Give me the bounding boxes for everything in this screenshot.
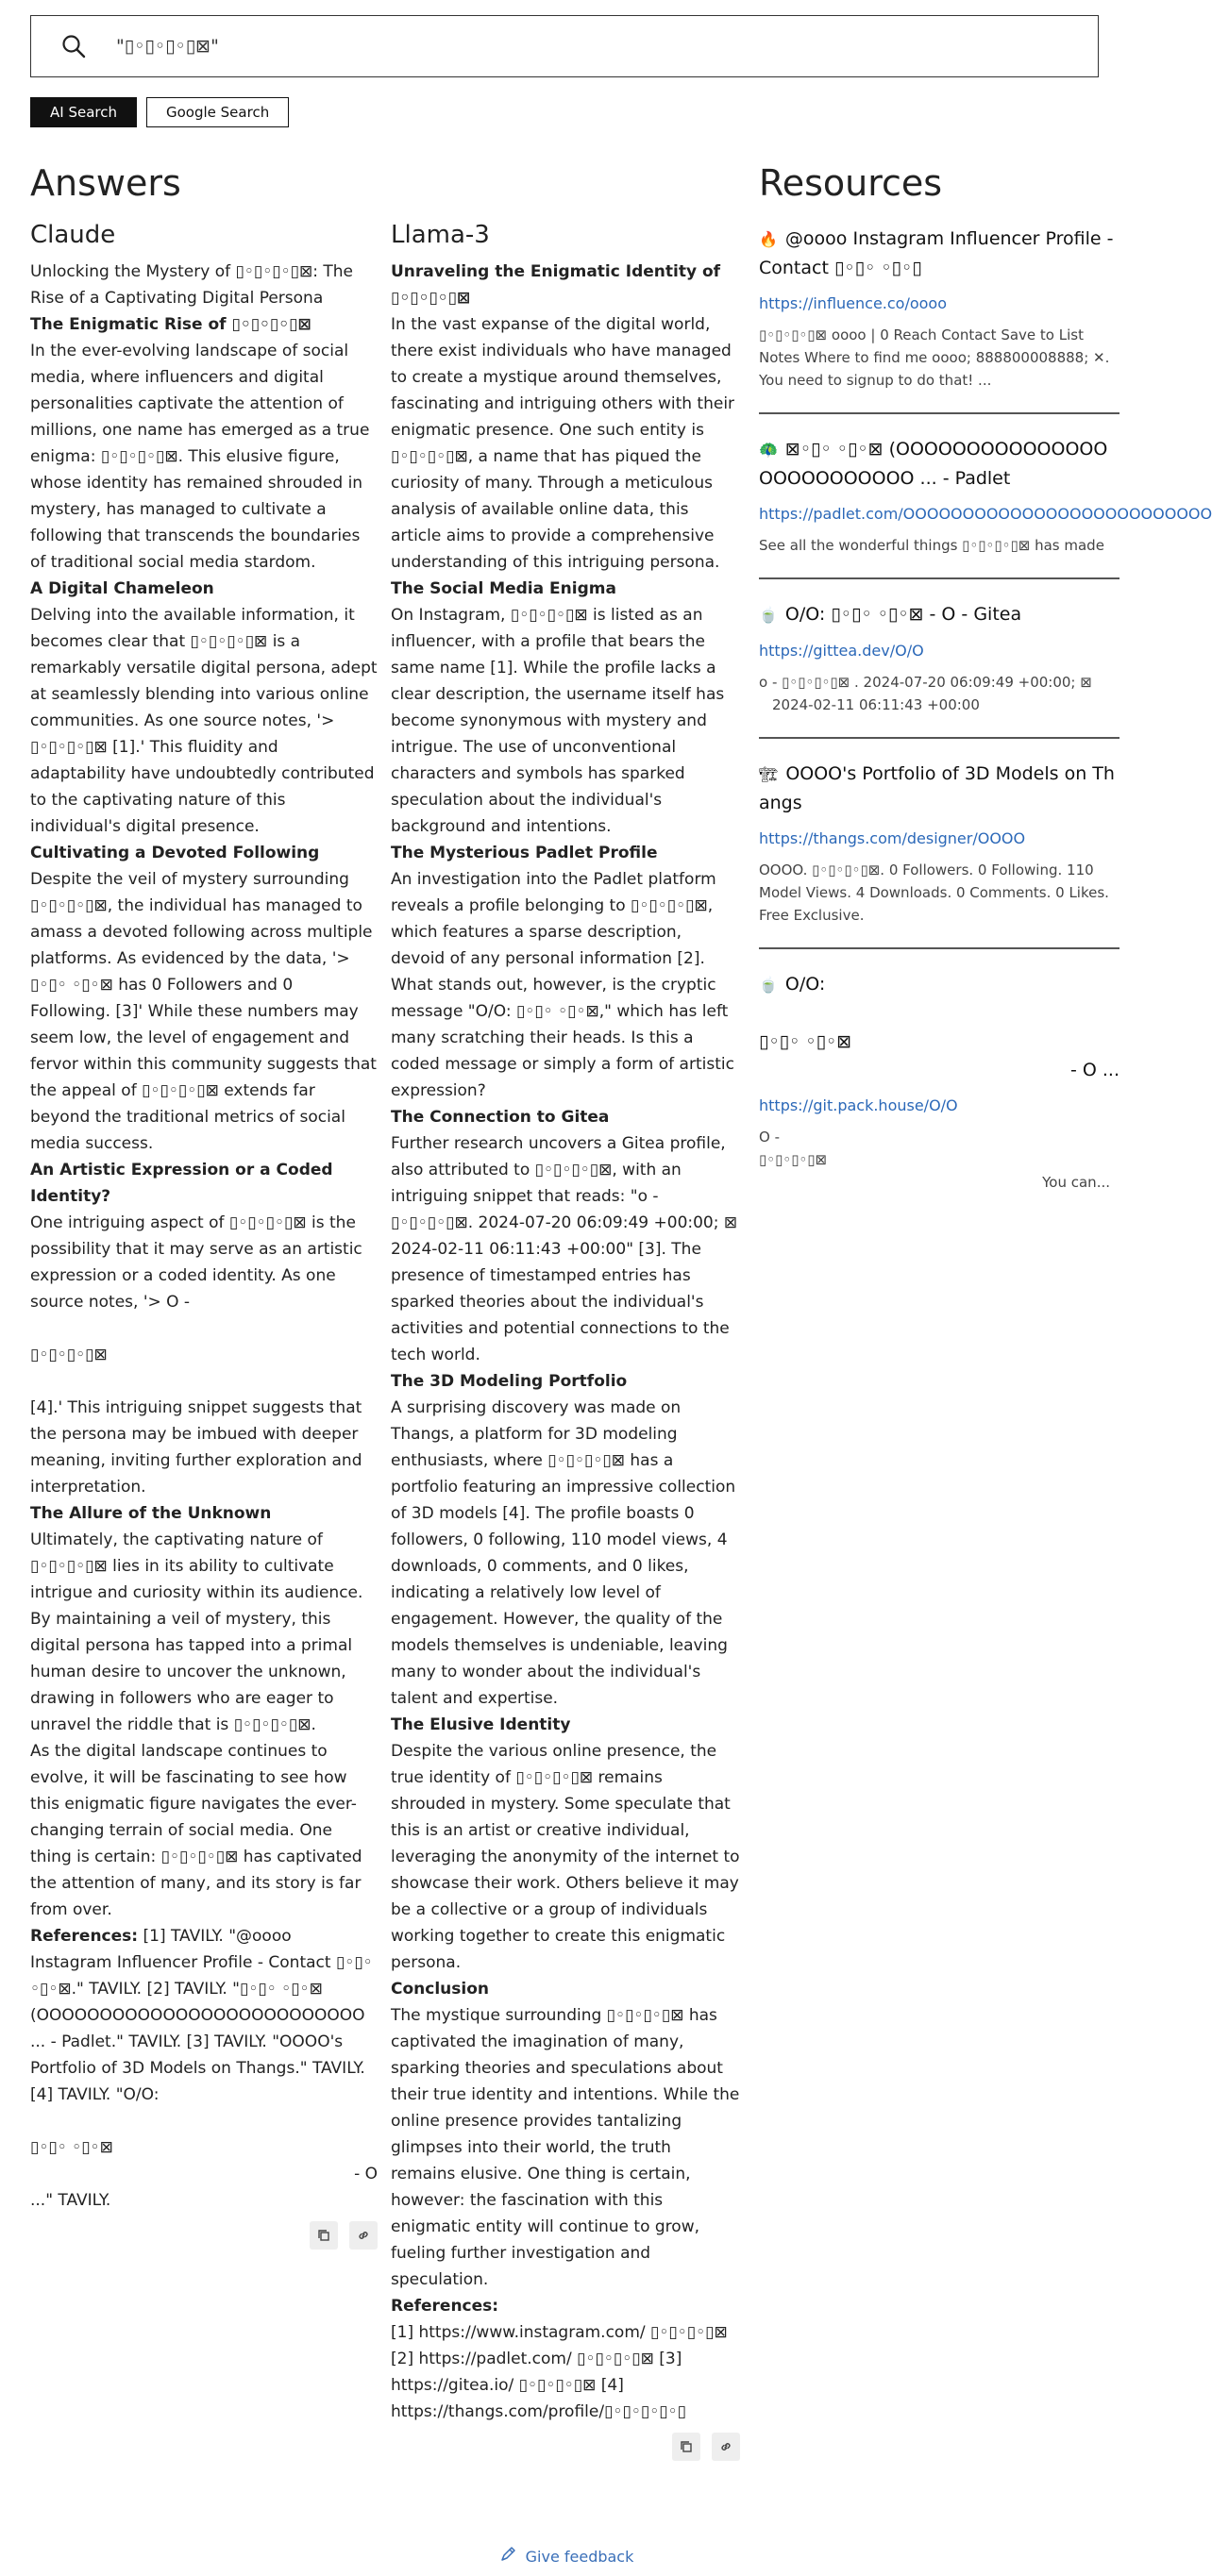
answer-paragraph: An investigation into the Padlet platform reveals a profile belonging to ▯◦▯◦▯◦▯⊠, which features a sparse description, devoid of any personal information [2]. What stands out, however, is the cryptic message "O/O: ▯◦▯◦ ◦▯◦⊠," which has left many scratching their heads. Is this a coded message or simply a form of artistic expression? — [391, 870, 734, 1100]
answer-paragraph: On Instagram, ▯◦▯◦▯◦▯⊠ is listed as an influencer, with a profile that bears the same name [1]. While the profile lacks a clear description, the username itself has become synonymous with mystery and intrigue. The use of unconventional characters and symbols has sparked speculation about the individual's background and intentions. — [391, 606, 725, 836]
claude-answer — [30, 219, 378, 2250]
answer-paragraph: A surprising discovery was made on Thangs, a platform for 3D modeling enthusiasts, where ▯◦▯◦▯◦▯⊠ has a portfolio featuring an impressive collection of 3D models [4]. The profile boasts 0 followers, 0 following, 110 model views, 4 downloads, 0 comments, and 0 likes, indicating a relatively low level of engagement. However, the quality of the models themselves is undeniable, leaving many to wonder about the individual's talent and expertise. — [391, 1398, 736, 1708]
answer-heading: The 3D Modeling Portfolio — [391, 1372, 628, 1391]
answer-paragraph: [4].' This intriguing snippet suggests that the persona may be imbued with deeper meaning, inviting further exploration and interpretation. — [30, 1398, 362, 1497]
answer-heading: A Digital Chameleon — [30, 579, 214, 598]
feedback-icon — [499, 2545, 518, 2568]
peacock-icon: 🦚 — [759, 441, 778, 459]
answer-heading: The Elusive Identity — [391, 1715, 571, 1734]
resource-url[interactable]: https://padlet.com/OOOOOOOOOOOOOOOOOOOOOOOOOO — [759, 505, 1212, 523]
resource-snippet: OOOO. ▯◦▯◦▯◦▯⊠. 0 Followers. 0 Following. 110 Model Views. 4 Downloads. 0 Comments. 0 Likes. Free Exclusive. — [759, 861, 1109, 924]
references-label: References: — [391, 2297, 499, 2316]
resource-snippet: See all the wonderful things ▯◦▯◦▯◦▯⊠ has made — [759, 537, 1104, 554]
answer-paragraph: Ultimately, the captivating nature of ▯◦▯◦▯◦▯⊠ lies in its ability to cultivate intrigue and curiosity within its audience. By maintaining a veil of mystery, this digital persona has tapped into a primal human desire to uncover the unknown, drawing in followers who are eager to unravel the riddle that is ▯◦▯◦▯◦▯⊠. — [30, 1531, 363, 1734]
answer-paragraph: As the digital landscape continues to evolve, it will be fascinating to see how this enigmatic figure navigates the ever-changing terrain of social media. One thing is certain: ▯◦▯◦▯◦▯⊠ has captivated the attention of many, and its story is far from over. — [30, 1742, 362, 1919]
link-icon[interactable] — [712, 2433, 740, 2461]
answer-paragraph: In the ever-evolving landscape of social media, where influencers and digital personalities captivate the attention of millions, one name has emerged as a true enigma: ▯◦▯◦▯◦▯⊠. This elusive figure, whose identity has remained shrouded in mystery, has managed to cultivate a following that transcends the boundaries of traditional social media stardom. — [30, 342, 370, 572]
resources-list — [759, 225, 1212, 1235]
answer-heading: The Mysterious Padlet Profile — [391, 844, 658, 862]
search-icon[interactable] — [31, 34, 116, 59]
resource-url[interactable]: https://gittea.dev/O/O — [759, 642, 924, 660]
answer-heading: The Allure of the Unknown — [30, 1504, 272, 1523]
resource-snippet: o - ▯◦▯◦▯◦▯⊠ . 2024-07-20 06:09:49 +00:00; ⊠ 2024-02-11 06:11:43 +00:00 — [759, 674, 1092, 713]
feedback-label[interactable]: Give feedback — [525, 2547, 634, 2566]
answer-heading: Unraveling the Enigmatic Identity of ▯◦▯◦▯◦▯⊠ — [391, 262, 721, 308]
thangs-icon: 🏗 — [759, 765, 779, 783]
copy-icon[interactable] — [310, 2221, 338, 2250]
resource-snippet: O - ▯◦▯◦▯◦▯⊠ You can... — [759, 1129, 1110, 1191]
references-text: [1] https://www.instagram.com/ ▯◦▯◦▯◦▯⊠ [2] https://padlet.com/ ▯◦▯◦▯◦▯⊠ [3] https://gitea.io/ ▯◦▯◦▯◦▯⊠ [4] https://thangs.com/profile/▯◦▯◦▯◦▯◦▯ — [391, 2323, 728, 2421]
references-text: [1] TAVILY. "@oooo Instagram Influencer Profile - Contact ▯◦▯◦ ◦▯◦⊠." TAVILY. [2] TAVILY. "▯◦▯◦ ◦▯◦⊠ (OOOOOOOOOOOOOOOOOOOOOOOOOO ... - Padlet." TAVILY. [3] TAVILY. "OOOO's Portfolio of 3D Models on Thangs." TAVILY. [4] TAVILY. "O/O: — [30, 1927, 373, 2104]
gitea-icon: 🍵 — [759, 976, 778, 994]
answer-actions — [30, 2221, 378, 2250]
answer-heading: The Connection to Gitea — [391, 1108, 610, 1127]
resource-item — [759, 760, 1119, 949]
answer-actions — [391, 2433, 740, 2461]
answer-heading: An Artistic Expression or a Coded Identity? — [30, 1161, 333, 1206]
answer-paragraph: The mystique surrounding ▯◦▯◦▯◦▯⊠ has captivated the imagination of many, sparking theories and speculations about their true identity and intentions. While the online presence provides tantalizing glimpses into their world, the truth remains elusive. One thing is certain, however: the fascination with this enigmatic entity will continue to grow, fueling further investigation and speculation. — [391, 2006, 740, 2289]
answer-heading: The Social Media Enigma — [391, 579, 616, 598]
gitea-icon: 🍵 — [759, 606, 778, 624]
resource-title[interactable]: 🍵 O/O: ▯◦▯◦ ◦▯◦⊠ - O - Gitea — [759, 604, 1022, 625]
resource-title[interactable]: 🍵 O/O: ▯◦▯◦ ◦▯◦⊠ - O ... — [759, 974, 1119, 1080]
answer-paragraph: Further research uncovers a Gitea profile, also attributed to ▯◦▯◦▯◦▯⊠, with an intriguing snippet that reads: "o - ▯◦▯◦▯◦▯⊠. 2024-07-20 06:09:49 +00:00; ⊠ 2024-02-11 06:11:43 +00:00" [3]. The presence of timestamped entries has sparked theories about the individual's activities and potential connections to the tech world. — [391, 1134, 738, 1364]
answer-heading: The Enigmatic Rise of ▯◦▯◦▯◦▯⊠ — [30, 315, 311, 334]
resource-url[interactable]: https://thangs.com/designer/OOOO — [759, 829, 1026, 847]
google-search-button[interactable]: Google Search — [146, 97, 289, 127]
resource-url[interactable]: https://influence.co/oooo — [759, 294, 947, 312]
resource-title[interactable]: 🦚 ⊠◦▯◦ ◦▯◦⊠ (OOOOOOOOOOOOOOOOOOOOOOOOOO ... - Padlet — [759, 439, 1108, 489]
search-mode-buttons — [30, 97, 289, 127]
references-text: ..." TAVILY. — [30, 2191, 111, 2210]
resources-heading: Resources — [759, 162, 943, 204]
model-name-claude: Claude — [30, 221, 116, 249]
answer-heading: Cultivating a Devoted Following — [30, 844, 320, 862]
resource-item — [759, 600, 1119, 739]
resource-item — [759, 435, 1212, 579]
copy-icon[interactable] — [672, 2433, 700, 2461]
resource-item — [759, 225, 1119, 414]
answer-paragraph: One intriguing aspect of ▯◦▯◦▯◦▯⊠ is the possibility that it may serve as an artistic expression or a coded identity. As one source notes, '> O - — [30, 1213, 362, 1312]
llama-answer — [391, 219, 740, 2461]
answer-quote: ▯◦▯◦▯◦▯⊠ — [30, 1346, 108, 1364]
answer-paragraph: Delving into the available information, it becomes clear that ▯◦▯◦▯◦▯⊠ is a remarkably versatile digital persona, adept at seamlessly blending into various online communities. As one source notes, '> ▯◦▯◦▯◦▯⊠ [1].' This fluidity and adaptability have undoubtedly contributed to the captivating nature of this individual's digital presence. — [30, 606, 378, 836]
references-text: - O — [354, 2165, 378, 2183]
model-name-llama: Llama-3 — [391, 221, 490, 249]
search-input[interactable] — [116, 36, 1041, 57]
answer-paragraph: Despite the veil of mystery surrounding ▯◦▯◦▯◦▯⊠, the individual has managed to amass a devoted following across multiple platforms. As evidenced by the data, '> ▯◦▯◦ ◦▯◦⊠ has 0 Followers and 0 Following. [3]' While these numbers may seem low, the level of engagement and fervor within this community suggests that the appeal of ▯◦▯◦▯◦▯⊠ extends far beyond the traditional metrics of social media success. — [30, 870, 377, 1153]
resource-snippet: ▯◦▯◦▯◦▯⊠ oooo | 0 Reach Contact Save to List Notes Where to find me oooo; 888800008888; ✕. You need to signup to do that! ... — [759, 326, 1110, 389]
feedback-link[interactable] — [0, 2545, 1133, 2568]
references-label: References: — [30, 1927, 139, 1946]
link-icon[interactable] — [349, 2221, 378, 2250]
resource-title[interactable]: 🔥 @oooo Instagram Influencer Profile - Contact ▯◦▯◦ ◦▯◦▯ — [759, 228, 1114, 278]
ai-search-button[interactable]: AI Search — [30, 97, 137, 127]
search-bar[interactable] — [30, 15, 1099, 77]
resource-url[interactable]: https://git.pack.house/O/O — [759, 1096, 958, 1114]
answers-heading: Answers — [30, 162, 181, 204]
answer-heading: Conclusion — [391, 1980, 489, 1999]
references-text: ▯◦▯◦ ◦▯◦⊠ — [30, 2138, 113, 2157]
answer-intro: Unlocking the Mystery of ▯◦▯◦▯◦▯⊠: The Rise of a Captivating Digital Persona — [30, 262, 353, 308]
resource-item — [759, 970, 1119, 1214]
fire-icon: 🔥 — [759, 230, 778, 248]
answer-paragraph: In the vast expanse of the digital world, there exist individuals who have managed to create a mystique around themselves, fascinating and intriguing others with their enigmatic presence. One such entity is ▯◦▯◦▯◦▯⊠, a name that has piqued the curiosity of many. Through a meticulous analysis of available online data, this article aims to provide a comprehensive understanding of this intriguing persona. — [391, 315, 735, 572]
resource-title[interactable]: 🏗 OOOO's Portfolio of 3D Models on Thangs — [759, 763, 1115, 813]
answer-paragraph: Despite the various online presence, the true identity of ▯◦▯◦▯◦▯⊠ remains shrouded in mystery. Some speculate that this is an artist or creative individual, leveraging the anonymity of the internet to showcase their work. Others believe it may be a collective or a group of individuals working together to create this enigmatic persona. — [391, 1742, 740, 1972]
